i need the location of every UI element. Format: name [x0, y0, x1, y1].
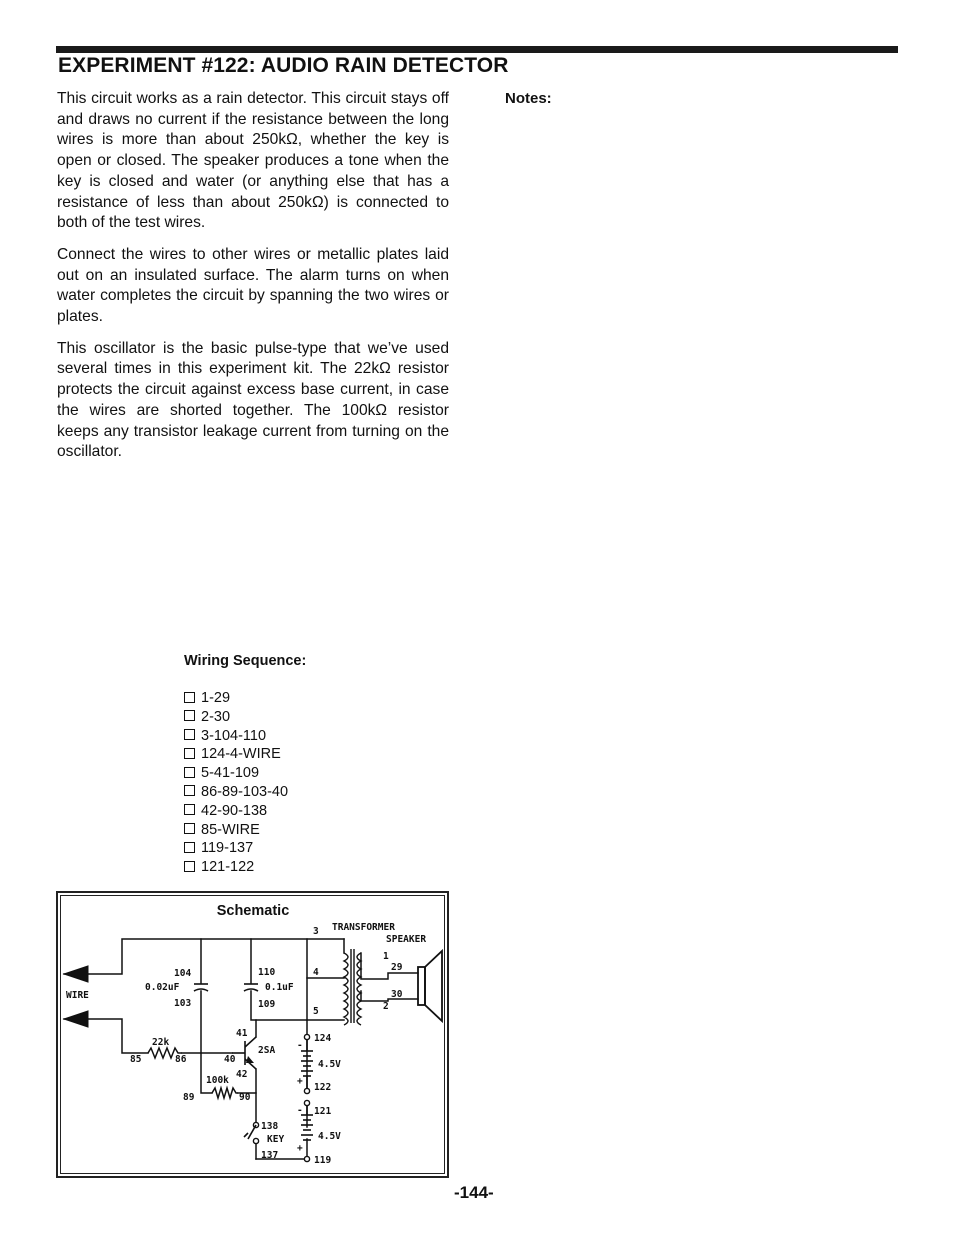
wiring-item-label: 85-WIRE [201, 821, 260, 838]
label-node-3: 3 [313, 926, 319, 937]
label-node-104: 104 [174, 968, 192, 979]
label-node-40: 40 [224, 1054, 236, 1065]
label-node-30: 30 [391, 989, 403, 1000]
label-node-86: 86 [175, 1054, 187, 1065]
checkbox-icon[interactable] [184, 861, 195, 872]
label-node-109: 109 [258, 999, 276, 1010]
label-battery-2: 4.5V [318, 1131, 341, 1142]
label-node-42: 42 [236, 1069, 248, 1080]
checkbox-icon[interactable] [184, 748, 195, 759]
wiring-item[interactable] [184, 708, 306, 727]
page-number: -144- [454, 1183, 494, 1202]
schematic-box [56, 891, 449, 1178]
checkbox-icon[interactable] [184, 729, 195, 740]
label-cap-0.1uF: 0.1uF [265, 982, 294, 993]
checkbox-icon[interactable] [184, 804, 195, 815]
wiring-item-label: 119-137 [201, 840, 254, 857]
checkbox-icon[interactable] [184, 692, 195, 703]
label-node-124: 124 [314, 1033, 332, 1044]
schematic-diagram [58, 893, 448, 1177]
label-node-138: 138 [261, 1121, 279, 1132]
wiring-item-label: 124-4-WIRE [201, 746, 281, 763]
label-polarity-minus-1: - [297, 1040, 303, 1051]
label-wire: WIRE [66, 990, 89, 1001]
wiring-item-label: 3-104-110 [201, 727, 267, 744]
checkbox-icon[interactable] [184, 785, 195, 796]
label-transistor: 2SA [258, 1045, 276, 1056]
label-node-121: 121 [314, 1106, 332, 1117]
label-res-100k: 100k [206, 1075, 229, 1086]
label-speaker: SPEAKER [386, 934, 427, 945]
checkbox-icon[interactable] [184, 823, 195, 834]
wiring-item-label: 1-29 [201, 690, 231, 706]
label-node-41: 41 [236, 1028, 248, 1039]
label-transformer: TRANSFORMER [332, 922, 395, 933]
label-polarity-plus-1: + [297, 1076, 303, 1087]
checkbox-icon[interactable] [184, 767, 195, 778]
wiring-item-label: 42-90-138 [201, 802, 268, 819]
notes-label: Notes: [505, 90, 552, 107]
label-node-1: 1 [383, 951, 389, 962]
label-node-119: 119 [314, 1155, 332, 1166]
label-node-85: 85 [130, 1054, 142, 1065]
wiring-item-label: 5-41-109 [201, 765, 260, 782]
label-node-110: 110 [258, 967, 276, 978]
wiring-item[interactable] [184, 689, 306, 708]
label-node-2: 2 [383, 1001, 389, 1012]
label-node-5: 5 [313, 1006, 319, 1017]
paragraph-2: Connect the wires to other wires or metallic plates laid out on an insulated surface. The alarm turns on when water completes the circuit by spanning the two wires or plates. [57, 245, 449, 326]
wiring-sequence [184, 653, 306, 877]
wiring-item[interactable] [184, 783, 306, 802]
wiring-item[interactable] [184, 745, 306, 764]
checkbox-icon[interactable] [184, 710, 195, 721]
top-rule [56, 46, 898, 53]
wiring-item[interactable] [184, 839, 306, 858]
label-node-137: 137 [261, 1150, 279, 1161]
wiring-item[interactable] [184, 821, 306, 840]
label-key: KEY [267, 1134, 285, 1145]
wiring-item[interactable] [184, 802, 306, 821]
label-node-4: 4 [313, 967, 319, 978]
label-cap-0.02uF: 0.02uF [145, 982, 180, 993]
paragraph-1: This circuit works as a rain detector. This circuit stays off and draws no current if the resistance between the long wires is more than about 250kΩ, whether the key is open or closed. The speaker produces a tone when the key is closed and water (or anything else that has a resistance of less than about 250kΩ) is connected to both of the test wires. [57, 90, 449, 232]
wiring-title: Wiring Sequence: [184, 653, 307, 669]
wiring-list [184, 689, 306, 877]
label-node-29: 29 [391, 962, 403, 973]
page-title: EXPERIMENT #122: AUDIO RAIN DETECTOR [58, 54, 509, 77]
label-node-89: 89 [183, 1092, 195, 1103]
paragraph-3: This oscillator is the basic pulse-type that we’ve used several times in this experiment kit. The 22kΩ resistor protects the circuit against excess base current, in case the wires are shorted together. The 100kΩ resistor keeps any transistor leakage current from turning on the oscillator. [57, 339, 449, 461]
checkbox-icon[interactable] [184, 842, 195, 853]
wiring-item[interactable] [184, 858, 306, 877]
label-node-103: 103 [174, 998, 192, 1009]
wiring-item-label: 2-30 [201, 708, 231, 725]
schematic-title: Schematic [216, 903, 290, 919]
wiring-item[interactable] [184, 764, 306, 783]
label-res-22k: 22k [152, 1037, 170, 1048]
label-node-90: 90 [239, 1092, 251, 1103]
label-polarity-plus-2: + [297, 1143, 303, 1154]
label-polarity-minus-2: - [297, 1105, 303, 1116]
label-battery-1: 4.5V [318, 1059, 341, 1070]
wiring-item-label: 121-122 [201, 859, 255, 876]
wiring-item[interactable] [184, 727, 306, 746]
body-text [57, 89, 449, 474]
label-node-122: 122 [314, 1082, 332, 1093]
wiring-item-label: 86-89-103-40 [201, 783, 289, 800]
